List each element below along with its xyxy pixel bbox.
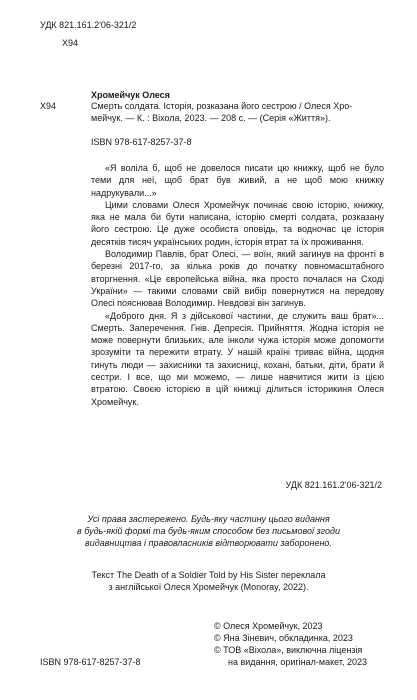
rights-line-2: в будь-якій формі та будь-яким способом без письмової згоди bbox=[77, 526, 340, 536]
copyright-line: © Яна Зіневич, обкладинка, 2023 bbox=[214, 633, 353, 643]
udk-bottom: УДК 821.161.2'06-321/2 bbox=[285, 480, 382, 490]
annotation-paragraph: «Я воліла б, щоб не довелося писати цю книжку, щоб не було теми для неї, щоб брат був живий, а не щоб мою книжку надрукували...» bbox=[91, 163, 384, 198]
annotation-paragraph: Цими словами Олеся Хромейчук починає свою історію, книжку, яка не мала би бути написана, історію смерті солдата, розказану його сестрою. Це дуже особиста оповідь, та водночас це історія десятків тисяч українських родин, історія втрат та їх проживання. bbox=[91, 199, 384, 247]
translation-line-2: з англійської Олеся Хромейчук (Monoray, 2022). bbox=[108, 582, 309, 592]
isbn-bottom: ISBN 978-617-8257-37-8 bbox=[40, 657, 141, 667]
rights-line-1: Усі права застережено. Будь-яку частину цього видання bbox=[87, 514, 330, 524]
author-name: Хромейчук Олеся bbox=[91, 90, 170, 100]
code-left: Х94 bbox=[40, 101, 57, 111]
translation-line-1: Текст The Death of a Soldier Told by His Sister переклала bbox=[91, 570, 326, 580]
annotation bbox=[91, 162, 384, 408]
copyright-line: © Олеся Хромейчук, 2023 bbox=[214, 621, 323, 631]
rights-line-3: видавництва і правовласників відтворювати заборонено. bbox=[85, 538, 332, 548]
bibliographic-line-2: мейчук. — К. : Віхола, 2023. — 208 с. — (Серія «Життя»). bbox=[91, 113, 331, 123]
copyright-line: © ТОВ «Віхола», виключна ліцензія bbox=[214, 645, 363, 655]
udk-top: УДК 821.161.2'06-321/2 bbox=[40, 20, 137, 30]
annotation-paragraph: «Доброго дня. Я з дійськової частини, де служить ваш брат»... Смерть. Заперечення. Гнів. Депресія. Прийняття. Жодна історія не може повернути близьких, але інколи чужа історія може допомогти зрозуміти та пережити втрату. У нашій країні триває війна, щодня гинуть люди — захисники та захисниці, кохані, батьки, діти, брати й сестри. І все, що ми можемо, — лише навчитися жити із цією втратою. Своєю історією в цій книжці ділиться історикиня Олеся Хромейчук. bbox=[91, 310, 384, 407]
bibliographic-line-1: Смерть солдата. Історія, розказана його сестрою / Олеся Хро- bbox=[91, 101, 353, 111]
annotation-paragraph: Володимир Павлів, брат Олесі, — воїн, який загинув на фронті в березні 2017-го, за кілька років до початку повномасштабного вторгнення. «Це європейська війна, яка просто почалася на Сході України» — такими словами свій вибір повернутися на передову Олесі пояснював Володимир. Невдовзі він загинув. bbox=[91, 249, 384, 309]
isbn-top: ISBN 978-617-8257-37-8 bbox=[91, 137, 192, 147]
copyright-line: на видання, оригінал-макет, 2023 bbox=[228, 657, 367, 667]
code-top: Х94 bbox=[62, 38, 79, 48]
